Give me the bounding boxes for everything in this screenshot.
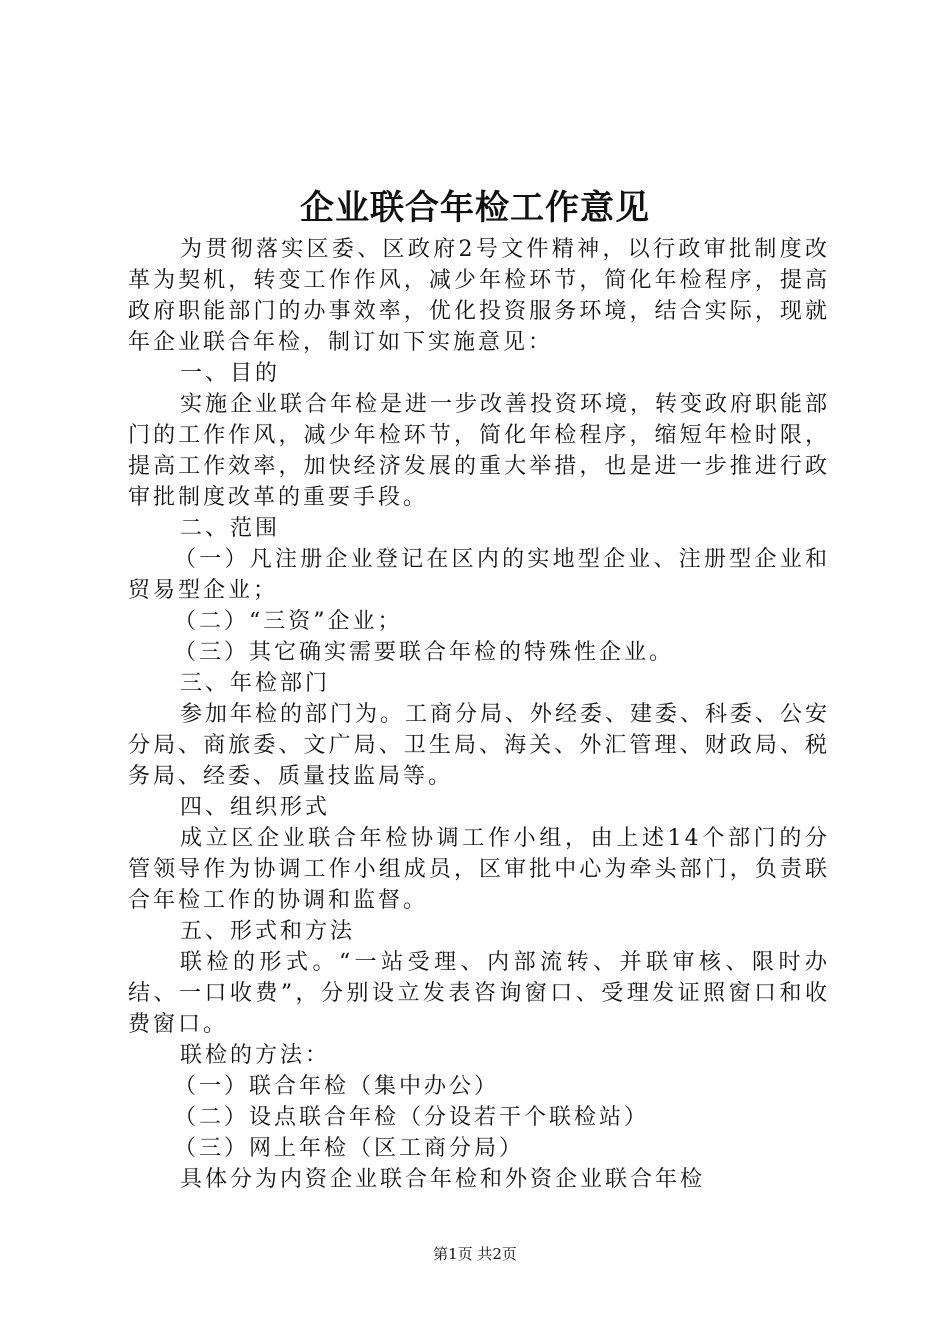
paragraph: （三）网上年检（区工商分局） [174,1136,525,1161]
paragraph: （二）“三资”企业； [174,609,403,634]
paragraph: 实施企业联合年检是进一步改善投资环境，转变政府职能部门的工作作风，减少年检环节，简化年检程序，缩短年检时限，提高工作效率，加快经济发展的重大举措，也是进一步推进行政审批制度改革的重要手段。 [128,392,831,510]
paragraph: 三、年检部门 [180,671,331,696]
paragraph: （三）其它确实需要联合年检的特殊性企业。 [174,640,675,665]
paragraph: （一）凡注册企业登记在区内的实地型企业、注册型企业和贸易型企业； [128,547,830,603]
paragraph: 为贯彻落实区委、区政府2号文件精神，以行政审批制度改革为契机，转变工作作风，减少年检环节，简化年检程序，提高政府职能部门的办事效率，优化投资服务环境，结合实际，现就年企业联合年检，制订如下实施意见： [128,237,830,355]
paragraph: 参加年检的部门为。工商分局、外经委、建委、科委、公安分局、商旅委、文广局、卫生局、海关、外汇管理、财政局、税务局、经委、质量技监局等。 [128,702,831,789]
paragraph: 五、形式和方法 [180,919,356,944]
paragraph: 联检的方法： [180,1043,331,1068]
paragraph: 联检的形式。“一站受理、内部流转、并联审核、限时办结、一口收费”，分别设立发表咨询窗口、受理发证照窗口和收费窗口。 [128,950,830,1037]
paragraph: 成立区企业联合年检协调工作小组，由上述14个部门的分管领导作为协调工作小组成员，区审批中心为牵头部门，负责联合年检工作的协调和监督。 [128,826,830,913]
paragraph: 具体分为内资企业联合年检和外资企业联合年检 [180,1167,706,1192]
paragraph: 一、目的 [180,361,281,386]
paragraph: （一）联合年检（集中办公） [174,1074,500,1099]
paragraph: 四、组织形式 [180,795,331,820]
paragraph: 二、范围 [180,516,281,541]
document-body [128,234,830,1195]
paragraph: （二）设点联合年检（分设若干个联检站） [174,1105,650,1130]
document-title: 企业联合年检工作意见 [300,188,650,228]
page-footer: 第1页 共2页 [433,1245,517,1263]
